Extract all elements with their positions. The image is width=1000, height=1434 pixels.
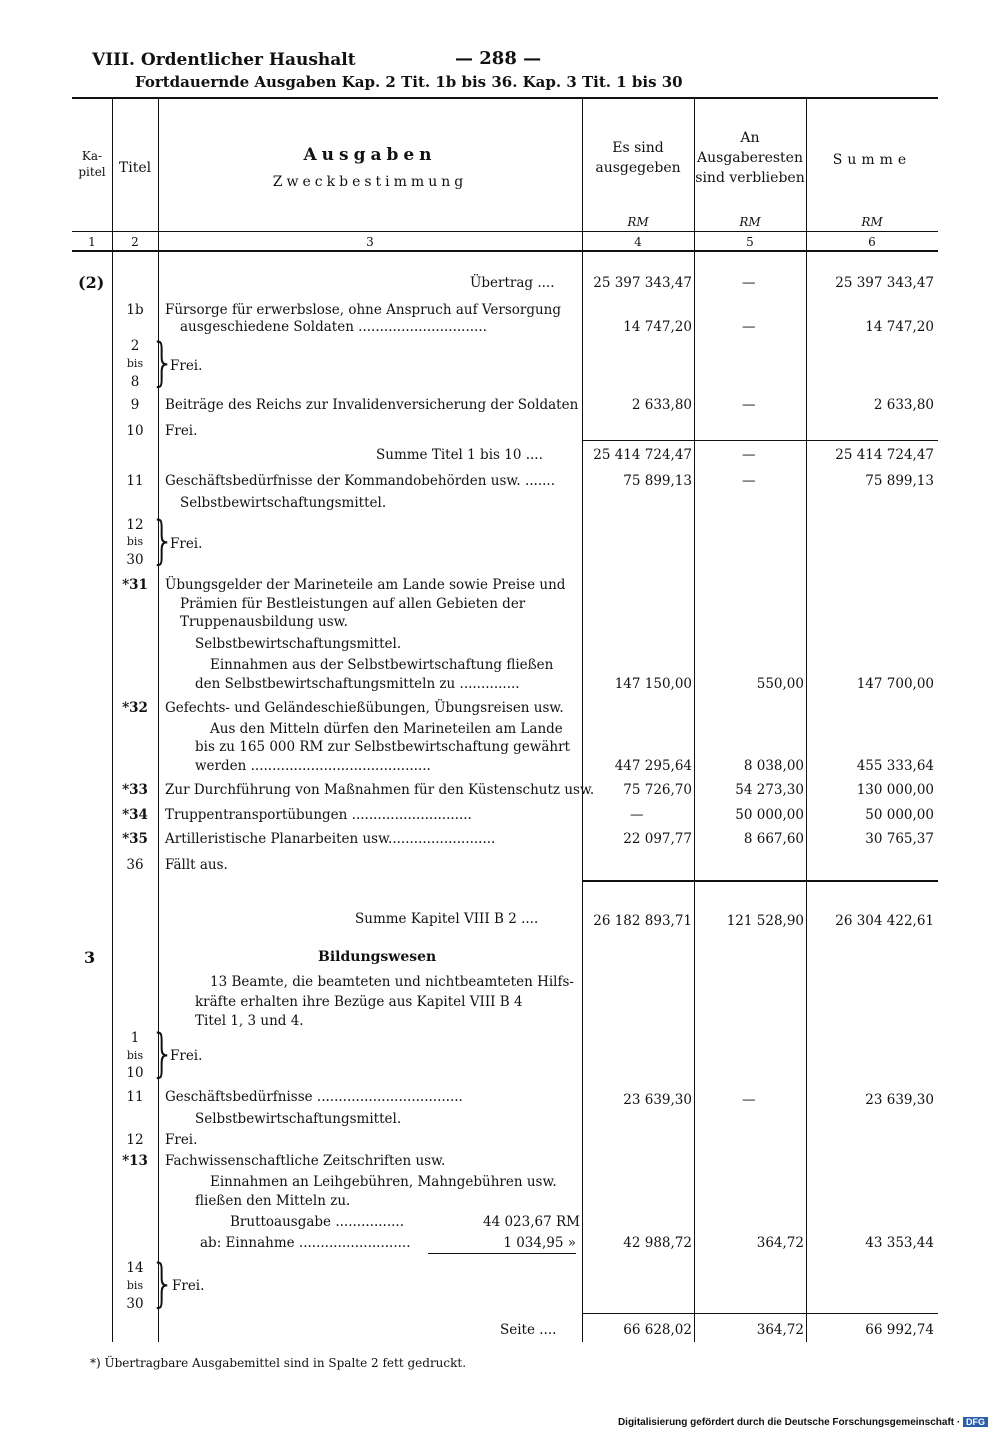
titel-12-30-from: 12: [126, 517, 144, 533]
k3-titel-11-text-1: Geschäftsbedürfnisse ..................................: [165, 1089, 463, 1105]
k3-titel-14-30-frei: Frei.: [172, 1278, 205, 1294]
titel-9-text: Beiträge des Reichs zur Invalidenversicherung der Soldaten: [165, 397, 579, 413]
kapitel-3: 3: [84, 948, 96, 967]
sum-1-10-summe: 25 414 724,47: [835, 447, 934, 463]
titel-9-summe: 2 633,80: [873, 397, 934, 413]
titel-34-ausgegeben: —: [630, 807, 644, 823]
titel-33-ausgegeben: 75 726,70: [623, 782, 692, 798]
k3-titel-14-30-to: 30: [126, 1296, 144, 1312]
col-num-2: 2: [131, 235, 139, 249]
seite-ausgegeben: 66 628,02: [623, 1322, 692, 1338]
titel-33-summe: 130 000,00: [856, 782, 934, 798]
brace-icon: }: [150, 1254, 176, 1314]
col-num-3: 3: [366, 235, 374, 249]
dfg-logo: DFG: [963, 1417, 988, 1427]
titel-31-text-4: Selbstbewirtschaftungsmittel.: [195, 636, 402, 652]
sum-kapitel-summe: 26 304 422,61: [835, 913, 934, 929]
sum-rule-2: [582, 880, 938, 882]
col-line-2: [158, 99, 159, 1342]
sum-rule-1: [582, 440, 938, 441]
titel-31-ausgegeben: 147 150,00: [614, 676, 692, 692]
titel-35-ausgegeben: 22 097,77: [623, 831, 692, 847]
titel-11-rest: —: [742, 473, 756, 489]
titel-31-text-1: Übungsgelder der Marineteile am Lande sowie Preise und: [165, 577, 566, 593]
k3-titel-12-frei: Frei.: [165, 1132, 198, 1148]
seite-summe: 66 992,74: [865, 1322, 934, 1338]
titel-32-text-3: bis zu 165 000 RM zur Selbstbewirtschaftung gewährt: [195, 739, 570, 755]
k3-titel-11-text-2: Selbstbewirtschaftungsmittel.: [195, 1111, 402, 1127]
k3-titel-11-ausgegeben: 23 639,30: [623, 1092, 692, 1108]
titel-10: 10: [126, 423, 144, 439]
titel-35-summe: 30 765,37: [865, 831, 934, 847]
k3-titel-11-rest: —: [742, 1092, 756, 1108]
uebertrag-label: Übertrag ....: [470, 275, 555, 291]
einnahme-label: ab: Einnahme ..........................: [200, 1235, 411, 1251]
col-head-kapitel: Ka- pitel: [78, 149, 106, 179]
col-num-6: 6: [868, 235, 876, 249]
titel-32: *32: [122, 700, 148, 716]
sum-1-10-ausgegeben: 25 414 724,47: [593, 447, 692, 463]
sum-1-10-rest: —: [742, 447, 756, 463]
titel-31-summe: 147 700,00: [856, 676, 934, 692]
titel-2-8-from: 2: [130, 338, 140, 354]
kapitel-2: (2): [78, 273, 105, 292]
k3-titel-13: *13: [122, 1153, 148, 1169]
titel-32-ausgegeben: 447 295,64: [614, 758, 692, 774]
brace-icon: }: [150, 511, 176, 571]
page-number: — 288 —: [455, 48, 542, 69]
credit-text: Digitalisierung gefördert durch die Deutsche Forschungsgemeinschaft ·: [617, 1417, 961, 1428]
titel-9: 9: [130, 397, 140, 413]
k3-titel-13-rest: 364,72: [756, 1235, 804, 1251]
titel-32-summe: 455 333,64: [856, 758, 934, 774]
k3-titel-13-ausgegeben: 42 988,72: [623, 1235, 692, 1251]
seite-label: Seite ....: [500, 1322, 557, 1338]
bildung-text-1: 13 Beamte, die beamteten und nichtbeamteten Hilfs-: [210, 974, 574, 990]
titel-35-text: Artilleristische Planarbeiten usw.........................: [165, 831, 496, 847]
bildungswesen-heading: Bildungswesen: [318, 949, 437, 965]
k3-titel-14-30-from: 14: [126, 1260, 144, 1276]
col-num-1: 1: [88, 235, 96, 249]
sum-kapitel-rest: 121 528,90: [726, 913, 804, 929]
einnahme-value: 1 034,95 »: [503, 1235, 576, 1251]
k3-titel-13-text-1: Fachwissenschaftliche Zeitschriften usw.: [165, 1153, 446, 1169]
bildung-text-3: Titel 1, 3 und 4.: [195, 1013, 304, 1029]
titel-32-text-4: werden ..........................................: [195, 758, 431, 774]
titel-10-frei: Frei.: [165, 423, 198, 439]
titel-36: 36: [126, 857, 144, 873]
brace-icon: }: [150, 1024, 176, 1084]
k3-titel-13-summe: 43 353,44: [865, 1235, 934, 1251]
col-head-titel: Titel: [118, 160, 152, 176]
titel-36-text: Fällt aus.: [165, 857, 228, 873]
titel-11-text-2: Selbstbewirtschaftungsmittel.: [180, 495, 387, 511]
unit-4: RM: [627, 215, 649, 229]
bildung-text-2: kräfte erhalten ihre Bezüge aus Kapitel VIII B 4: [195, 994, 523, 1010]
k3-titel-1-10-bis: bis: [126, 1049, 144, 1062]
col-head-ausgegeben: Es sind ausgegeben: [595, 140, 681, 176]
unit-6: RM: [861, 215, 883, 229]
titel-35: *35: [122, 831, 148, 847]
k3-titel-11-summe: 23 639,30: [865, 1092, 934, 1108]
titel-2-8-bis: bis: [126, 357, 144, 370]
titel-31-text-6: den Selbstbewirtschaftungsmitteln zu ..............: [195, 676, 520, 692]
uebertrag-ausgegeben: 25 397 343,47: [593, 275, 692, 291]
titel-31-rest: 550,00: [756, 676, 804, 692]
titel-1b-text-1: Fürsorge für erwerbslose, ohne Anspruch auf Versorgung: [165, 302, 562, 318]
titel-34: *34: [122, 807, 148, 823]
seite-rest: 364,72: [756, 1322, 804, 1338]
titel-33: *33: [122, 782, 148, 798]
top-rule: [72, 97, 938, 99]
titel-12-30-frei: Frei.: [170, 536, 203, 552]
k3-titel-1-10-from: 1: [130, 1030, 140, 1046]
titel-2-8-frei: Frei.: [170, 358, 203, 374]
sum-1-10-label: Summe Titel 1 bis 10 ....: [376, 447, 543, 463]
titel-11-text-1: Geschäftsbedürfnisse der Kommandobehörden usw. .......: [165, 473, 555, 489]
titel-12-30-bis: bis: [126, 535, 144, 548]
unit-5: RM: [739, 215, 761, 229]
uebertrag-summe: 25 397 343,47: [835, 275, 934, 291]
header-subtitle: Fortdauernde Ausgaben Kap. 2 Tit. 1b bis 36. Kap. 3 Tit. 1 bis 30: [135, 73, 683, 91]
col-line-3: [582, 99, 583, 1342]
titel-35-rest: 8 667,60: [743, 831, 804, 847]
titel-31-text-3: Truppenausbildung usw.: [180, 614, 348, 630]
digitization-credit: [618, 1417, 988, 1428]
col-head-reste: An Ausgaberesten sind verblieben: [695, 130, 805, 186]
brutto-value: 44 023,67 RM: [483, 1214, 580, 1230]
titel-31-text-2: Prämien für Bestleistungen auf allen Gebieten der: [180, 596, 526, 612]
col-line-4: [694, 99, 695, 1342]
sum-kapitel-label: Summe Kapitel VIII B 2 ....: [355, 911, 539, 927]
titel-11-summe: 75 899,13: [865, 473, 934, 489]
footnote: *) Übertragbare Ausgabemittel sind in Spalte 2 fett gedruckt.: [90, 1356, 467, 1370]
col-head-ausgaben: Ausgaben: [303, 145, 437, 165]
titel-33-text: Zur Durchführung von Maßnahmen für den Küstenschutz usw.: [165, 782, 595, 798]
titel-32-rest: 8 038,00: [743, 758, 804, 774]
titel-34-summe: 50 000,00: [865, 807, 934, 823]
einnahme-underline: [428, 1253, 576, 1254]
k3-titel-1-10-to: 10: [126, 1065, 144, 1081]
col-line-5: [806, 99, 807, 1342]
titel-1b-ausgegeben: 14 747,20: [623, 319, 692, 335]
titel-34-rest: 50 000,00: [735, 807, 804, 823]
titel-33-rest: 54 273,30: [735, 782, 804, 798]
titel-9-ausgegeben: 2 633,80: [631, 397, 692, 413]
titel-12-30-to: 30: [126, 552, 144, 568]
seite-rule: [582, 1313, 938, 1314]
k3-titel-13-text-3: fließen den Mitteln zu.: [195, 1193, 351, 1209]
k3-titel-12: 12: [126, 1132, 144, 1148]
col-head-zweck: Zweckbestimmung: [272, 174, 468, 190]
titel-11-ausgegeben: 75 899,13: [623, 473, 692, 489]
titel-9-rest: —: [742, 397, 756, 413]
titel-1b-summe: 14 747,20: [865, 319, 934, 335]
titel-11: 11: [126, 473, 144, 489]
k3-titel-1-10-frei: Frei.: [170, 1048, 203, 1064]
titel-2-8-to: 8: [130, 374, 140, 390]
k3-titel-13-text-2: Einnahmen an Leihgebühren, Mahngebühren usw.: [210, 1174, 557, 1190]
titel-1b-text-2: ausgeschiedene Soldaten ..............................: [180, 319, 487, 335]
titel-31: *31: [122, 577, 148, 593]
titel-1b-rest: —: [742, 319, 756, 335]
brutto-label: Bruttoausgabe ................: [230, 1214, 404, 1230]
col-head-summe: Summe: [832, 152, 912, 168]
brace-icon: }: [150, 333, 176, 393]
col-num-4: 4: [634, 235, 642, 249]
col-num-5: 5: [746, 235, 754, 249]
uebertrag-rest: —: [742, 275, 756, 291]
k3-titel-11: 11: [126, 1089, 144, 1105]
header-section: VIII. Ordentlicher Haushalt: [92, 50, 356, 70]
titel-34-text: Truppentransportübungen ............................: [165, 807, 472, 823]
titel-1b: 1b: [126, 302, 144, 318]
sum-kapitel-ausgegeben: 26 182 893,71: [593, 913, 692, 929]
titel-32-text-2: Aus den Mitteln dürfen den Marineteilen am Lande: [210, 721, 563, 737]
titel-31-text-5: Einnahmen aus der Selbstbewirtschaftung fließen: [210, 657, 554, 673]
k3-titel-14-30-bis: bis: [126, 1279, 144, 1292]
titel-32-text-1: Gefechts- und Geländeschießübungen, Übungsreisen usw.: [165, 700, 564, 716]
